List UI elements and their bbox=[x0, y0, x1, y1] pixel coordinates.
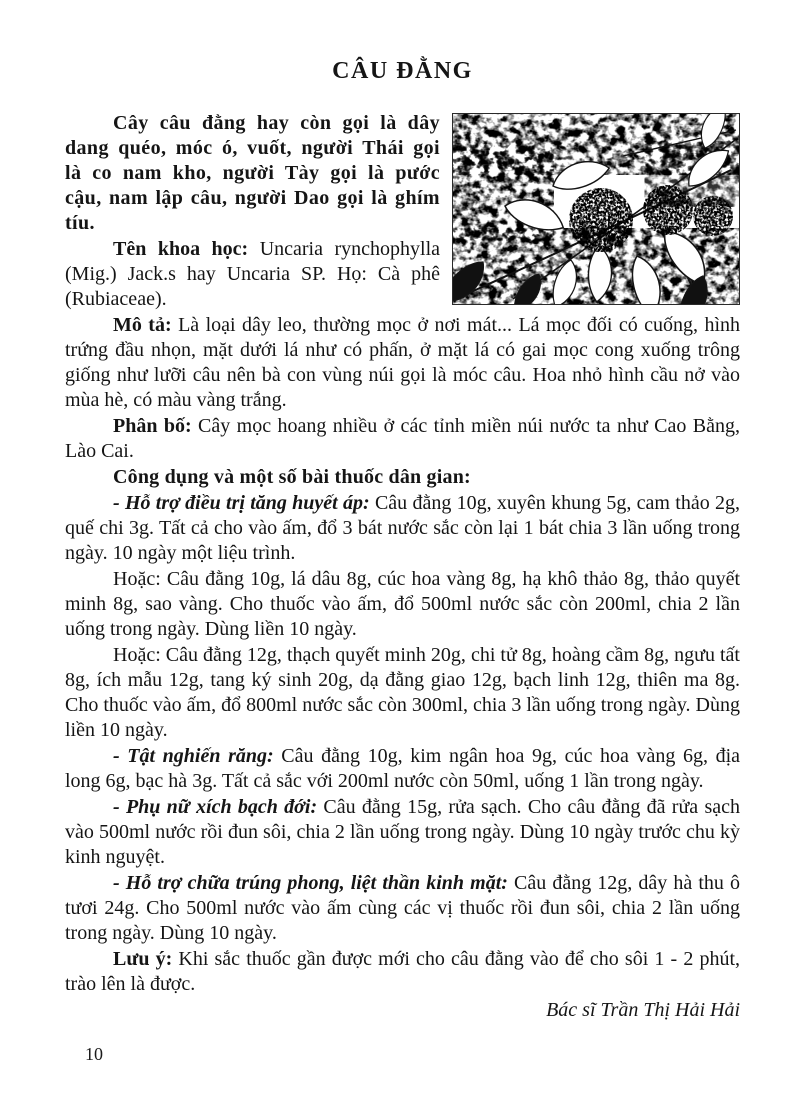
paragraph-description bbox=[65, 313, 740, 413]
author-signature: Bác sĩ Trần Thị Hải Hải bbox=[546, 999, 740, 1021]
paragraph-remedy-hoac-2 bbox=[65, 643, 740, 743]
label-xich-bach-doi: - Phụ nữ xích bạch đới: bbox=[113, 796, 318, 818]
distribution-text: Cây mọc hoang nhiều ở các tỉnh miền núi nước ta như Cao Bằng, Lào Cai. bbox=[65, 415, 741, 462]
heading-cong-dung bbox=[65, 465, 740, 490]
paragraph-remedy-xich-bach-doi bbox=[65, 795, 740, 870]
label-mo-ta: Mô tả: bbox=[113, 314, 172, 336]
uses-heading-text: Công dụng và một số bài thuốc dân gian: bbox=[113, 466, 471, 488]
note-text: Khi sắc thuốc gần được mới cho câu đằng vào để cho sôi 1 - 2 phút, trào lên là được. bbox=[65, 948, 741, 995]
paragraph-note bbox=[65, 947, 740, 997]
body-text bbox=[65, 111, 740, 1023]
remedy-xich-bach-doi-text: Câu đằng 15g, rửa sạch. Cho câu đằng đã rửa sạch vào 500ml nước rồi đun sôi, chia 2 lần uống trong ngày. Dùng 10 ngày trước chu kỳ kinh nguyệt. bbox=[65, 796, 740, 868]
plant-photo bbox=[452, 113, 740, 305]
description-text: Là loại dây leo, thường mọc ở nơi mát... Lá mọc đối có cuống, hình trứng đầu nhọn, mặt dưới lá như có phấn, ở mặt lá có gai mọc cong xuống trông giống như lưỡi câu nên bà con vùng núi gọi là móc câu. Hoa nhỏ hình cầu nở vào mùa hè, có màu vàng trắng. bbox=[65, 314, 740, 411]
scientific-name-text: Uncaria rynchophylla (Mig.) Jack.s hay Uncaria SP. Họ: Cà phê (Rubiaceae). bbox=[65, 238, 440, 310]
label-ten-khoa-hoc: Tên khoa học: bbox=[113, 238, 249, 260]
paragraph-remedy-huyet-ap bbox=[65, 491, 740, 566]
intro-text: Cây câu đằng hay còn gọi là dây dang quéo, móc ó, vuốt, người Thái gọi là co nam kho, người Tày gọi là pước cậu, nam lập câu, người Dao gọi là ghím tíu. bbox=[65, 112, 440, 234]
paragraph-distribution bbox=[65, 414, 740, 464]
label-trung-phong: - Hỗ trợ chữa trúng phong, liệt thần kinh mặt: bbox=[113, 872, 508, 894]
label-nghien-rang: - Tật nghiến răng: bbox=[113, 745, 274, 767]
label-phan-bo: Phân bố: bbox=[113, 415, 192, 437]
remedy-hoac-1-text: Hoặc: Câu đằng 10g, lá dâu 8g, cúc hoa vàng 8g, hạ khô thảo 8g, thảo quyết minh 8g, sao vàng. Cho thuốc vào ấm, đổ 500ml nước sắc còn 200ml, chia 2 lần uống trong ngày. Dùng liền 10 ngày. bbox=[65, 568, 740, 640]
label-luu-y: Lưu ý: bbox=[113, 948, 173, 970]
paragraph-remedy-hoac-1 bbox=[65, 567, 740, 642]
page-content bbox=[65, 52, 740, 1024]
page-title: CÂU ĐẰNG bbox=[332, 58, 473, 84]
remedy-trung-phong-text: Câu đằng 12g, dây hà thu ô tươi 24g. Cho 500ml nước vào ấm cùng các vị thuốc rồi đun sôi, chia 2 lần uống trong ngày. Dùng 10 ngày. bbox=[65, 872, 741, 944]
label-tang-huyet-ap: - Hỗ trợ điều trị tăng huyết áp: bbox=[113, 492, 370, 514]
page-number: 10 bbox=[85, 1044, 103, 1064]
paragraph-remedy-nghien-rang bbox=[65, 744, 740, 794]
remedy-nghien-rang-text: Câu đằng 10g, kim ngân hoa 9g, cúc hoa vàng 6g, địa long 6g, bạc hà 3g. Tất cả sắc với 200ml nước còn 50ml, uống 1 lần trong ngày. bbox=[65, 745, 740, 792]
plant-photo-graphic bbox=[453, 114, 739, 304]
paragraph-remedy-trung-phong bbox=[65, 871, 740, 946]
remedy-huyet-ap-text: Câu đằng 10g, xuyên khung 5g, cam thảo 2g, quế chi 3g. Tất cả cho vào ấm, đổ 3 bát nước sắc còn lại 1 bát chia 3 lần uống trong ngày. 10 ngày một liệu trình. bbox=[65, 492, 740, 564]
remedy-hoac-2-text: Hoặc: Câu đằng 12g, thạch quyết minh 20g, chi tử 8g, hoàng cầm 8g, ngưu tất 8g, ích mẫu 12g, tang ký sinh 20g, dạ đằng giao 12g, bạch linh 12g, thiên ma 8g. Cho thuốc vào ấm, đổ 800ml nước sắc còn 300ml, chia 3 lần uống trong ngày. Dùng liền 10 ngày. bbox=[65, 644, 740, 741]
